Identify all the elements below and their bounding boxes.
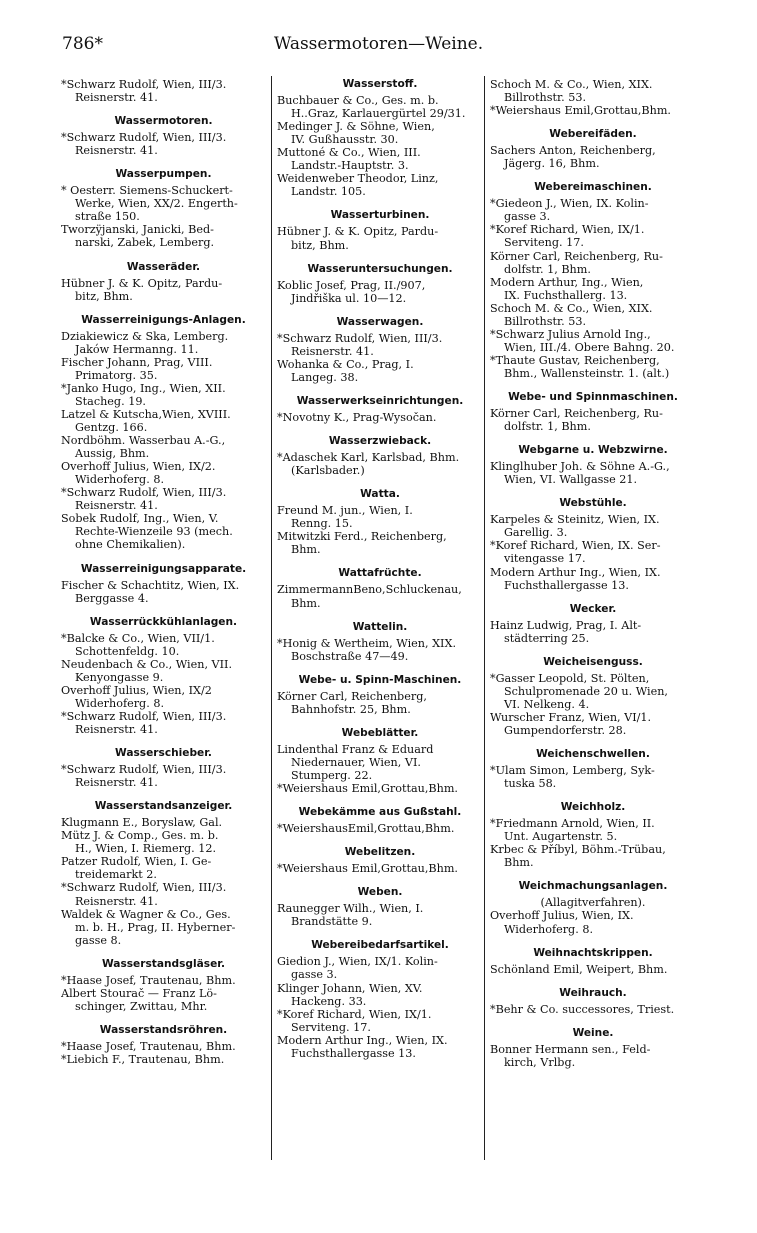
- section-heading: Wasserreinigungs-Anlagen.: [81, 313, 246, 326]
- section-heading: Webereifäden.: [549, 128, 637, 141]
- section-heading: Watta.: [360, 488, 400, 501]
- directory-entry: [490, 711, 696, 737]
- directory-entry: [277, 332, 483, 358]
- directory-entry: [277, 982, 483, 1008]
- directory-entry: [61, 632, 266, 658]
- section-heading: Webelitzen.: [344, 846, 416, 859]
- entry-address-line: Primatorg. 35.: [75, 368, 158, 382]
- directory-entry: [490, 104, 696, 117]
- entry-name-line: Overhoff Julius, Wien, IX.: [490, 909, 634, 923]
- entry-name-line: *Friedmann Arnold, Wien, II.: [490, 817, 655, 831]
- section-heading: Wasseruntersuchungen.: [307, 262, 453, 275]
- column-1: [61, 78, 266, 1066]
- entry-address-line: Landstr.-Hauptstr. 3.: [291, 159, 409, 173]
- entry-address-line: m. b. H., Prag, II. Hyberner-: [75, 920, 236, 934]
- section-subheading: (Allagitverfahren).: [540, 896, 646, 910]
- directory-entry: [490, 963, 696, 976]
- entry-address-line: Brandstätte 9.: [291, 915, 373, 929]
- entry-address-line: Bhm.: [504, 856, 534, 870]
- entry-name-line: *Honig & Wertheim, Wien, XIX.: [277, 636, 456, 650]
- entry-address-line: dolfstr. 1, Bhm.: [504, 420, 591, 434]
- entry-name-line: Overhoff Julius, Wien, IX/2: [61, 683, 212, 697]
- directory-entry: [61, 579, 266, 605]
- entry-address-line: Garellig. 3.: [504, 526, 568, 540]
- directory-entry: [490, 513, 696, 539]
- section-heading: Wasserstandsgläser.: [101, 957, 226, 970]
- directory-entry: [61, 486, 266, 512]
- entry-address-line: Werke, Wien, XX/2. Engerth-: [75, 197, 238, 211]
- section-heading: Webereibedarfsartikel.: [311, 939, 449, 952]
- directory-entry: [277, 583, 483, 609]
- entry-name-line: *Schwarz Rudolf, Wien, III/3.: [61, 486, 227, 500]
- directory-entry: [61, 223, 266, 249]
- directory-entry: [61, 881, 266, 907]
- page-number: 786*: [62, 34, 103, 54]
- section-heading: Weihrauch.: [559, 986, 627, 999]
- section-heading: Wasseräder.: [126, 260, 201, 273]
- column-3: [490, 78, 696, 1069]
- entry-name-line: *Behr & Co. successores, Triest.: [490, 1002, 675, 1016]
- entry-address-line: Bhm.: [291, 543, 321, 557]
- entry-name-line: *Liebich F., Trautenau, Bhm.: [61, 1053, 225, 1066]
- entry-name-line: *Thaute Gustav, Reichenberg,: [490, 353, 660, 367]
- entry-name-line: *Ulam Simon, Lemberg, Syk-: [490, 764, 655, 778]
- column-divider: [484, 76, 485, 1160]
- entry-name-line: Modern Arthur, Ing., Wien,: [490, 275, 644, 289]
- entry-name-line: *Giedeon J., Wien, IX. Kolin-: [490, 197, 649, 211]
- directory-entry: [490, 539, 696, 565]
- directory-entry: [277, 279, 483, 305]
- entry-address-line: Reisnerstr. 41.: [75, 776, 158, 790]
- entry-address-line: Widerhoferg. 8.: [75, 696, 165, 710]
- entry-address-line: H., Wien, I. Riemerg. 12.: [75, 842, 217, 856]
- entry-name-line: *Haase Josef, Trautenau, Bhm.: [61, 973, 236, 987]
- directory-entry: [490, 619, 696, 645]
- entry-address-line: Wien, VI. Wallgasse 21.: [504, 473, 638, 487]
- page-header: [0, 34, 757, 60]
- entry-address-line: Schulpromenade 20 u. Wien,: [504, 684, 668, 698]
- entry-address-line: Widerhoferg. 8.: [75, 473, 165, 487]
- directory-entry: [61, 408, 266, 434]
- entry-address-line: schinger, Zwittau, Mhr.: [75, 999, 208, 1013]
- entry-name-line: Sobek Rudolf, Ing., Wien, V.: [61, 512, 219, 526]
- entry-address-line: (Karlsbader.): [291, 464, 365, 478]
- entry-address-line: Fuchsthallergasse 13.: [291, 1046, 416, 1060]
- directory-entry: [277, 530, 483, 556]
- entry-name-line: *Schwarz Rudolf, Wien, III/3.: [61, 131, 227, 145]
- entry-name-line: *WeiershausEmil,Grottau,Bhm.: [277, 822, 455, 836]
- directory-entry: [61, 330, 266, 356]
- entry-name-line: *Schwarz Julius Arnold Ing.,: [490, 327, 651, 341]
- directory-entry: [277, 690, 483, 716]
- entry-address-line: Billrothstr. 53.: [504, 91, 586, 105]
- entry-address-line: Servitеng. 17.: [504, 236, 584, 250]
- entry-name-line: *Schwarz Rudolf, Wien, III/3.: [61, 709, 227, 723]
- entry-name-line: *Gasser Leopold, St. Pölten,: [490, 671, 650, 685]
- entry-name-line: Koblic Josef, Prag, II./907,: [277, 278, 426, 292]
- directory-entry: [61, 78, 266, 104]
- entry-address-line: Reisnerstr. 41.: [75, 144, 158, 158]
- directory-entry: [277, 504, 483, 530]
- entry-address-line: Reisnerstr. 41.: [291, 344, 374, 358]
- directory-entry: [277, 172, 483, 198]
- directory-entry: [490, 817, 696, 843]
- directory-entry: [61, 184, 266, 223]
- entry-address-line: Rechte-Wienzeile 93 (mech.: [75, 525, 233, 539]
- directory-entry: [61, 512, 266, 551]
- entry-name-line: Körner Carl, Reichenberg, Ru-: [490, 407, 663, 421]
- entry-name-line: Neudenbach & Co., Wien, VII.: [61, 657, 233, 671]
- entry-address-line: Stacheg. 19.: [75, 394, 146, 408]
- entry-name-line: Freund M. jun., Wien, I.: [277, 504, 413, 518]
- directory-entry: [490, 78, 696, 104]
- directory-entry: [490, 843, 696, 869]
- section-heading: Wasserschieber.: [115, 747, 212, 760]
- directory-entry: [277, 225, 483, 251]
- entry-name-line: Körner Carl, Reichenberg,: [277, 689, 427, 703]
- directory-entry: [490, 223, 696, 249]
- entry-name-line: Mitwitzki Ferd., Reichenberg,: [277, 530, 447, 544]
- entry-address-line: Widerhoferg. 8.: [504, 922, 594, 936]
- directory-entry: [490, 764, 696, 790]
- entry-address-line: Renng. 15.: [291, 517, 353, 531]
- directory-entry: [61, 987, 266, 1013]
- entry-name-line: Klinglhuber Joh. & Söhne A.-G.,: [490, 460, 670, 474]
- entry-name-line: *Schwarz Rudolf, Wien, III/3.: [61, 78, 227, 91]
- entry-address-line: gasse 8.: [75, 933, 122, 947]
- entry-name-line: Nordböhm. Wasserbau A.-G.,: [61, 434, 226, 448]
- entry-address-line: Gumpendorferstr. 28.: [504, 723, 627, 737]
- directory-entry: [61, 908, 266, 947]
- entry-address-line: Servitеng. 17.: [291, 1020, 371, 1034]
- section-heading: Wasserstandsanzeiger.: [94, 800, 233, 813]
- entry-address-line: Landstr. 105.: [291, 185, 366, 199]
- entry-address-line: Aussig, Bhm.: [75, 447, 150, 461]
- entry-address-line: Langeg. 38.: [291, 370, 359, 384]
- entry-name-line: Patzer Rudolf, Wien, I. Ge-: [61, 855, 212, 869]
- entry-name-line: Karpeles & Steinitz, Wien, IX.: [490, 513, 660, 527]
- directory-entry: [277, 358, 483, 384]
- directory-entry: [490, 566, 696, 592]
- entry-address-line: Fuchsthallergasse 13.: [504, 578, 629, 592]
- entry-address-line: IV. Gußhausstr. 30.: [291, 133, 399, 147]
- entry-name-line: Mütz J. & Comp., Ges. m. b.: [61, 829, 219, 843]
- entry-address-line: Jaków Hermanng. 11.: [75, 342, 199, 356]
- entry-name-line: *Weiershaus Emil,Grottau,Bhm.: [277, 782, 458, 796]
- entry-name-line: *Schwarz Rudolf, Wien, III/3.: [61, 881, 227, 895]
- directory-entry: [61, 434, 266, 460]
- directory-entry: [277, 1008, 483, 1034]
- directory-entry: [277, 955, 483, 981]
- directory-entry: [61, 356, 266, 382]
- entry-address-line: treidemarkt 2.: [75, 868, 157, 882]
- section-heading: Wasserturbinen.: [330, 209, 430, 222]
- section-heading: Wecker.: [569, 602, 617, 615]
- entry-name-line: Hübner J. & K. Opitz, Pardu-: [61, 276, 223, 290]
- section-heading: Wasserstandsröhren.: [99, 1023, 228, 1036]
- entry-name-line: *Weiershaus Emil,Grottau,Bhm.: [490, 104, 671, 118]
- directory-entry: [490, 460, 696, 486]
- entry-name-line: *Schwarz Rudolf, Wien, III/3.: [277, 331, 443, 345]
- entry-address-line: Unt. Augartenstr. 5.: [504, 830, 618, 844]
- entry-address-line: Berggasse 4.: [75, 591, 149, 605]
- entry-name-line: Giedion J., Wien, IX/1. Kolin-: [277, 955, 438, 969]
- directory-entry: [277, 120, 483, 146]
- entry-name-line: Waldek & Wagner & Co., Ges.: [61, 907, 231, 921]
- directory-entry: [490, 250, 696, 276]
- section-heading: Wasserwerkseinrichtungen.: [296, 394, 464, 407]
- entry-name-line: Hainz Ludwig, Prag, I. Alt-: [490, 618, 642, 632]
- entry-name-line: Muttoné & Co., Wien, III.: [277, 146, 421, 160]
- entry-name-line: ZimmermannBeno,Schluckenau,: [277, 583, 462, 597]
- section-heading: Webe- und Spinnmaschinen.: [508, 390, 678, 403]
- directory-entry: [490, 1043, 696, 1069]
- entry-name-line: Körner Carl, Reichenberg, Ru-: [490, 249, 663, 263]
- entry-address-line: Wien, III./4. Obere Bahng. 20.: [504, 340, 675, 354]
- entry-address-line: kirch, Vrlbg.: [504, 1055, 576, 1069]
- entry-address-line: städterring 25.: [504, 631, 590, 645]
- section-heading: Webereimaschinen.: [534, 181, 652, 194]
- section-heading: Weihnachtskrippen.: [533, 946, 653, 959]
- entry-address-line: Jägerg. 16, Bhm.: [504, 157, 600, 171]
- entry-address-line: tuska 58.: [504, 777, 557, 791]
- entry-address-line: Bhm.: [291, 596, 321, 610]
- entry-address-line: Boschstraße 47—49.: [291, 649, 409, 663]
- directory-entry: [277, 902, 483, 928]
- directory-entry: [61, 658, 266, 684]
- entry-address-line: Jindřiška ul. 10—12.: [291, 291, 407, 305]
- entry-name-line: Wohanka & Co., Prag, I.: [277, 357, 414, 371]
- directory-entry: [277, 862, 483, 875]
- directory-entry: [277, 743, 483, 782]
- entry-name-line: Sachers Anton, Reichenberg,: [490, 144, 656, 158]
- section-heading: Webeblätter.: [341, 726, 419, 739]
- entry-name-line: Albert Stourač — Franz Lö-: [61, 986, 217, 1000]
- directory-entry: [490, 144, 696, 170]
- directory-entry: [277, 411, 483, 424]
- entry-name-line: Bonner Hermann sen., Feld-: [490, 1042, 651, 1056]
- section-heading: Webekämme aus Gußstahl.: [298, 806, 462, 819]
- entry-name-line: *Koref Richard, Wien, IX/1.: [277, 1007, 432, 1021]
- entry-name-line: Modern Arthur Ing., Wien, IX.: [490, 565, 661, 579]
- directory-entry: [490, 407, 696, 433]
- directory-entry: [490, 276, 696, 302]
- entry-name-line: Klugmann E., Boryslaw, Gal.: [61, 816, 223, 830]
- entry-name-line: Krbec & Příbyl, Böhm.-Trübau,: [490, 843, 666, 857]
- directory-entry: [61, 763, 266, 789]
- entry-name-line: Dziakiewicz & Ska, Lemberg.: [61, 329, 229, 343]
- directory-entry: [61, 1040, 266, 1053]
- entry-name-line: Lindenthal Franz & Eduard: [277, 742, 434, 756]
- entry-address-line: IX. Fuchsthallerg. 13.: [504, 288, 628, 302]
- section-heading: Wasserrückkühlanlagen.: [89, 615, 238, 628]
- directory-entry: [61, 684, 266, 710]
- entry-address-line: vitengasse 17.: [504, 552, 586, 566]
- entry-address-line: Reisnerstr. 41.: [75, 894, 158, 908]
- entry-address-line: bitz, Bhm.: [75, 289, 133, 303]
- entry-name-line: Tworzÿjanski, Janicki, Bed-: [61, 223, 214, 237]
- section-heading: Wasserreinigungsapparate.: [80, 562, 247, 575]
- entry-name-line: Fischer Johann, Prag, VIII.: [61, 355, 213, 369]
- directory-entry: [490, 197, 696, 223]
- directory-entry: [490, 672, 696, 711]
- section-heading: Weine.: [572, 1026, 614, 1039]
- directory-entry: [490, 354, 696, 380]
- entry-address-line: dolfstr. 1, Bhm.: [504, 262, 591, 276]
- directory-entry: [61, 1053, 266, 1066]
- entry-address-line: Bahnhofstr. 25, Bhm.: [291, 702, 411, 716]
- entry-name-line: Raunegger Wilh., Wien, I.: [277, 902, 424, 916]
- entry-name-line: Modern Arthur Ing., Wien, IX.: [277, 1033, 448, 1047]
- entry-address-line: straße 150.: [75, 210, 140, 224]
- directory-entry: [61, 974, 266, 987]
- directory-entry: [61, 710, 266, 736]
- entry-name-line: Wurscher Franz, Wien, VI/1.: [490, 710, 652, 724]
- column-divider: [271, 76, 272, 1160]
- entry-name-line: Schönland Emil, Weipert, Bhm.: [490, 962, 668, 976]
- section-heading: Wasserpumpen.: [115, 168, 212, 181]
- entry-address-line: ohne Chemikalien).: [75, 538, 186, 552]
- entry-address-line: Stumperg. 22.: [291, 768, 373, 782]
- entry-address-line: narski, Zabek, Lemberg.: [75, 236, 215, 250]
- section-heading: Wattelin.: [352, 620, 408, 633]
- entry-address-line: Gentzg. 166.: [75, 421, 148, 435]
- entry-address-line: Kenyongasse 9.: [75, 670, 164, 684]
- section-heading: Webgarne u. Webzwirne.: [518, 444, 668, 457]
- entry-name-line: Overhoff Julius, Wien, IX/2.: [61, 460, 216, 474]
- entry-name-line: *Novotny K., Prag-Wysočan.: [277, 410, 437, 424]
- running-title: Wassermotoren—Weine.: [273, 34, 484, 54]
- directory-entry: [61, 829, 266, 855]
- entry-name-line: *Adaschek Karl, Karlsbad, Bhm.: [277, 451, 460, 465]
- entry-name-line: Schoch M. & Co., Wien, XIX.: [490, 78, 653, 91]
- directory-entry: [277, 822, 483, 835]
- directory-entry: [61, 131, 266, 157]
- section-heading: Weichenschwellen.: [536, 748, 650, 761]
- directory-entry: [277, 1034, 483, 1060]
- section-heading: Wasserwagen.: [336, 315, 424, 328]
- entry-address-line: Hackeng. 33.: [291, 994, 367, 1008]
- entry-address-line: gasse 3.: [504, 210, 551, 224]
- directory-entry: [277, 637, 483, 663]
- directory-entry: [277, 94, 483, 120]
- column-2: [277, 78, 483, 1060]
- entry-address-line: Reisnerstr. 41.: [75, 499, 158, 513]
- entry-address-line: Reisnerstr. 41.: [75, 723, 158, 737]
- directory-entry: [490, 1003, 696, 1016]
- section-heading: Weicheisenguss.: [543, 655, 643, 668]
- section-heading: Wassermotoren.: [114, 115, 213, 128]
- directory-entry: [61, 855, 266, 881]
- entry-name-line: Schoch M. & Co., Wien, XIX.: [490, 301, 653, 315]
- directory-entry: [61, 382, 266, 408]
- section-heading: Webe- u. Spinn-Maschinen.: [298, 673, 462, 686]
- entry-address-line: bitz, Bhm.: [291, 238, 349, 252]
- entry-address-line: Schottenfeldg. 10.: [75, 644, 180, 658]
- entry-address-line: Niedernauer, Wien, VI.: [291, 755, 421, 769]
- section-heading: Weichholz.: [560, 801, 626, 814]
- entry-name-line: Latzel & Kutscha,Wien, XVIII.: [61, 407, 231, 421]
- entry-name-line: Medinger J. & Söhne, Wien,: [277, 120, 435, 134]
- entry-name-line: Buchbauer & Co., Ges. m. b.: [277, 94, 439, 108]
- directory-entry: [61, 460, 266, 486]
- entry-name-line: *Koref Richard, Wien, IX. Ser-: [490, 539, 661, 553]
- section-heading: Weben.: [357, 886, 403, 899]
- entry-address-line: H..Graz, Karlauergürtel 29/31.: [291, 107, 466, 121]
- entry-name-line: Hübner J. & K. Opitz, Pardu-: [277, 225, 439, 239]
- entry-name-line: *Koref Richard, Wien, IX/1.: [490, 223, 645, 237]
- directory-entry: [61, 816, 266, 829]
- directory-entry: [277, 451, 483, 477]
- directory-entry: [490, 302, 696, 328]
- directory-entry: [277, 782, 483, 795]
- entry-name-line: * Oesterr. Siemens-Schuckert-: [61, 184, 233, 198]
- entry-address-line: Bhm., Wallensteinstr. 1. (alt.): [504, 366, 670, 380]
- section-heading: Wasserstoff.: [342, 78, 418, 90]
- entry-name-line: Weidenweber Theodor, Linz,: [277, 172, 439, 186]
- section-heading: Weichmachungsanlagen.: [518, 880, 668, 893]
- entry-name-line: *Janko Hugo, Ing., Wien, XII.: [61, 381, 226, 395]
- entry-address-line: VI. Nelkeng. 4.: [504, 697, 590, 711]
- entry-name-line: *Haase Josef, Trautenau, Bhm.: [61, 1039, 236, 1053]
- entry-address-line: Reisnerstr. 41.: [75, 91, 158, 105]
- directory-entry: [277, 146, 483, 172]
- section-heading: Wasserzwieback.: [328, 435, 432, 448]
- entry-name-line: Klinger Johann, Wien, XV.: [277, 981, 423, 995]
- section-heading: Wattafrüchte.: [338, 567, 422, 580]
- directory-entry: [490, 328, 696, 354]
- entry-name-line: *Schwarz Rudolf, Wien, III/3.: [61, 763, 227, 777]
- entry-name-line: Fischer & Schachtitz, Wien, IX.: [61, 578, 240, 592]
- entry-name-line: *Weiershaus Emil,Grottau,Bhm.: [277, 862, 458, 876]
- entry-name-line: *Balcke & Co., Wien, VII/1.: [61, 631, 215, 645]
- entry-address-line: Billrothstr. 53.: [504, 314, 586, 328]
- entry-address-line: gasse 3.: [291, 968, 338, 982]
- directory-entry: [61, 277, 266, 303]
- directory-entry: [490, 909, 696, 935]
- section-heading: Webstühle.: [559, 497, 627, 510]
